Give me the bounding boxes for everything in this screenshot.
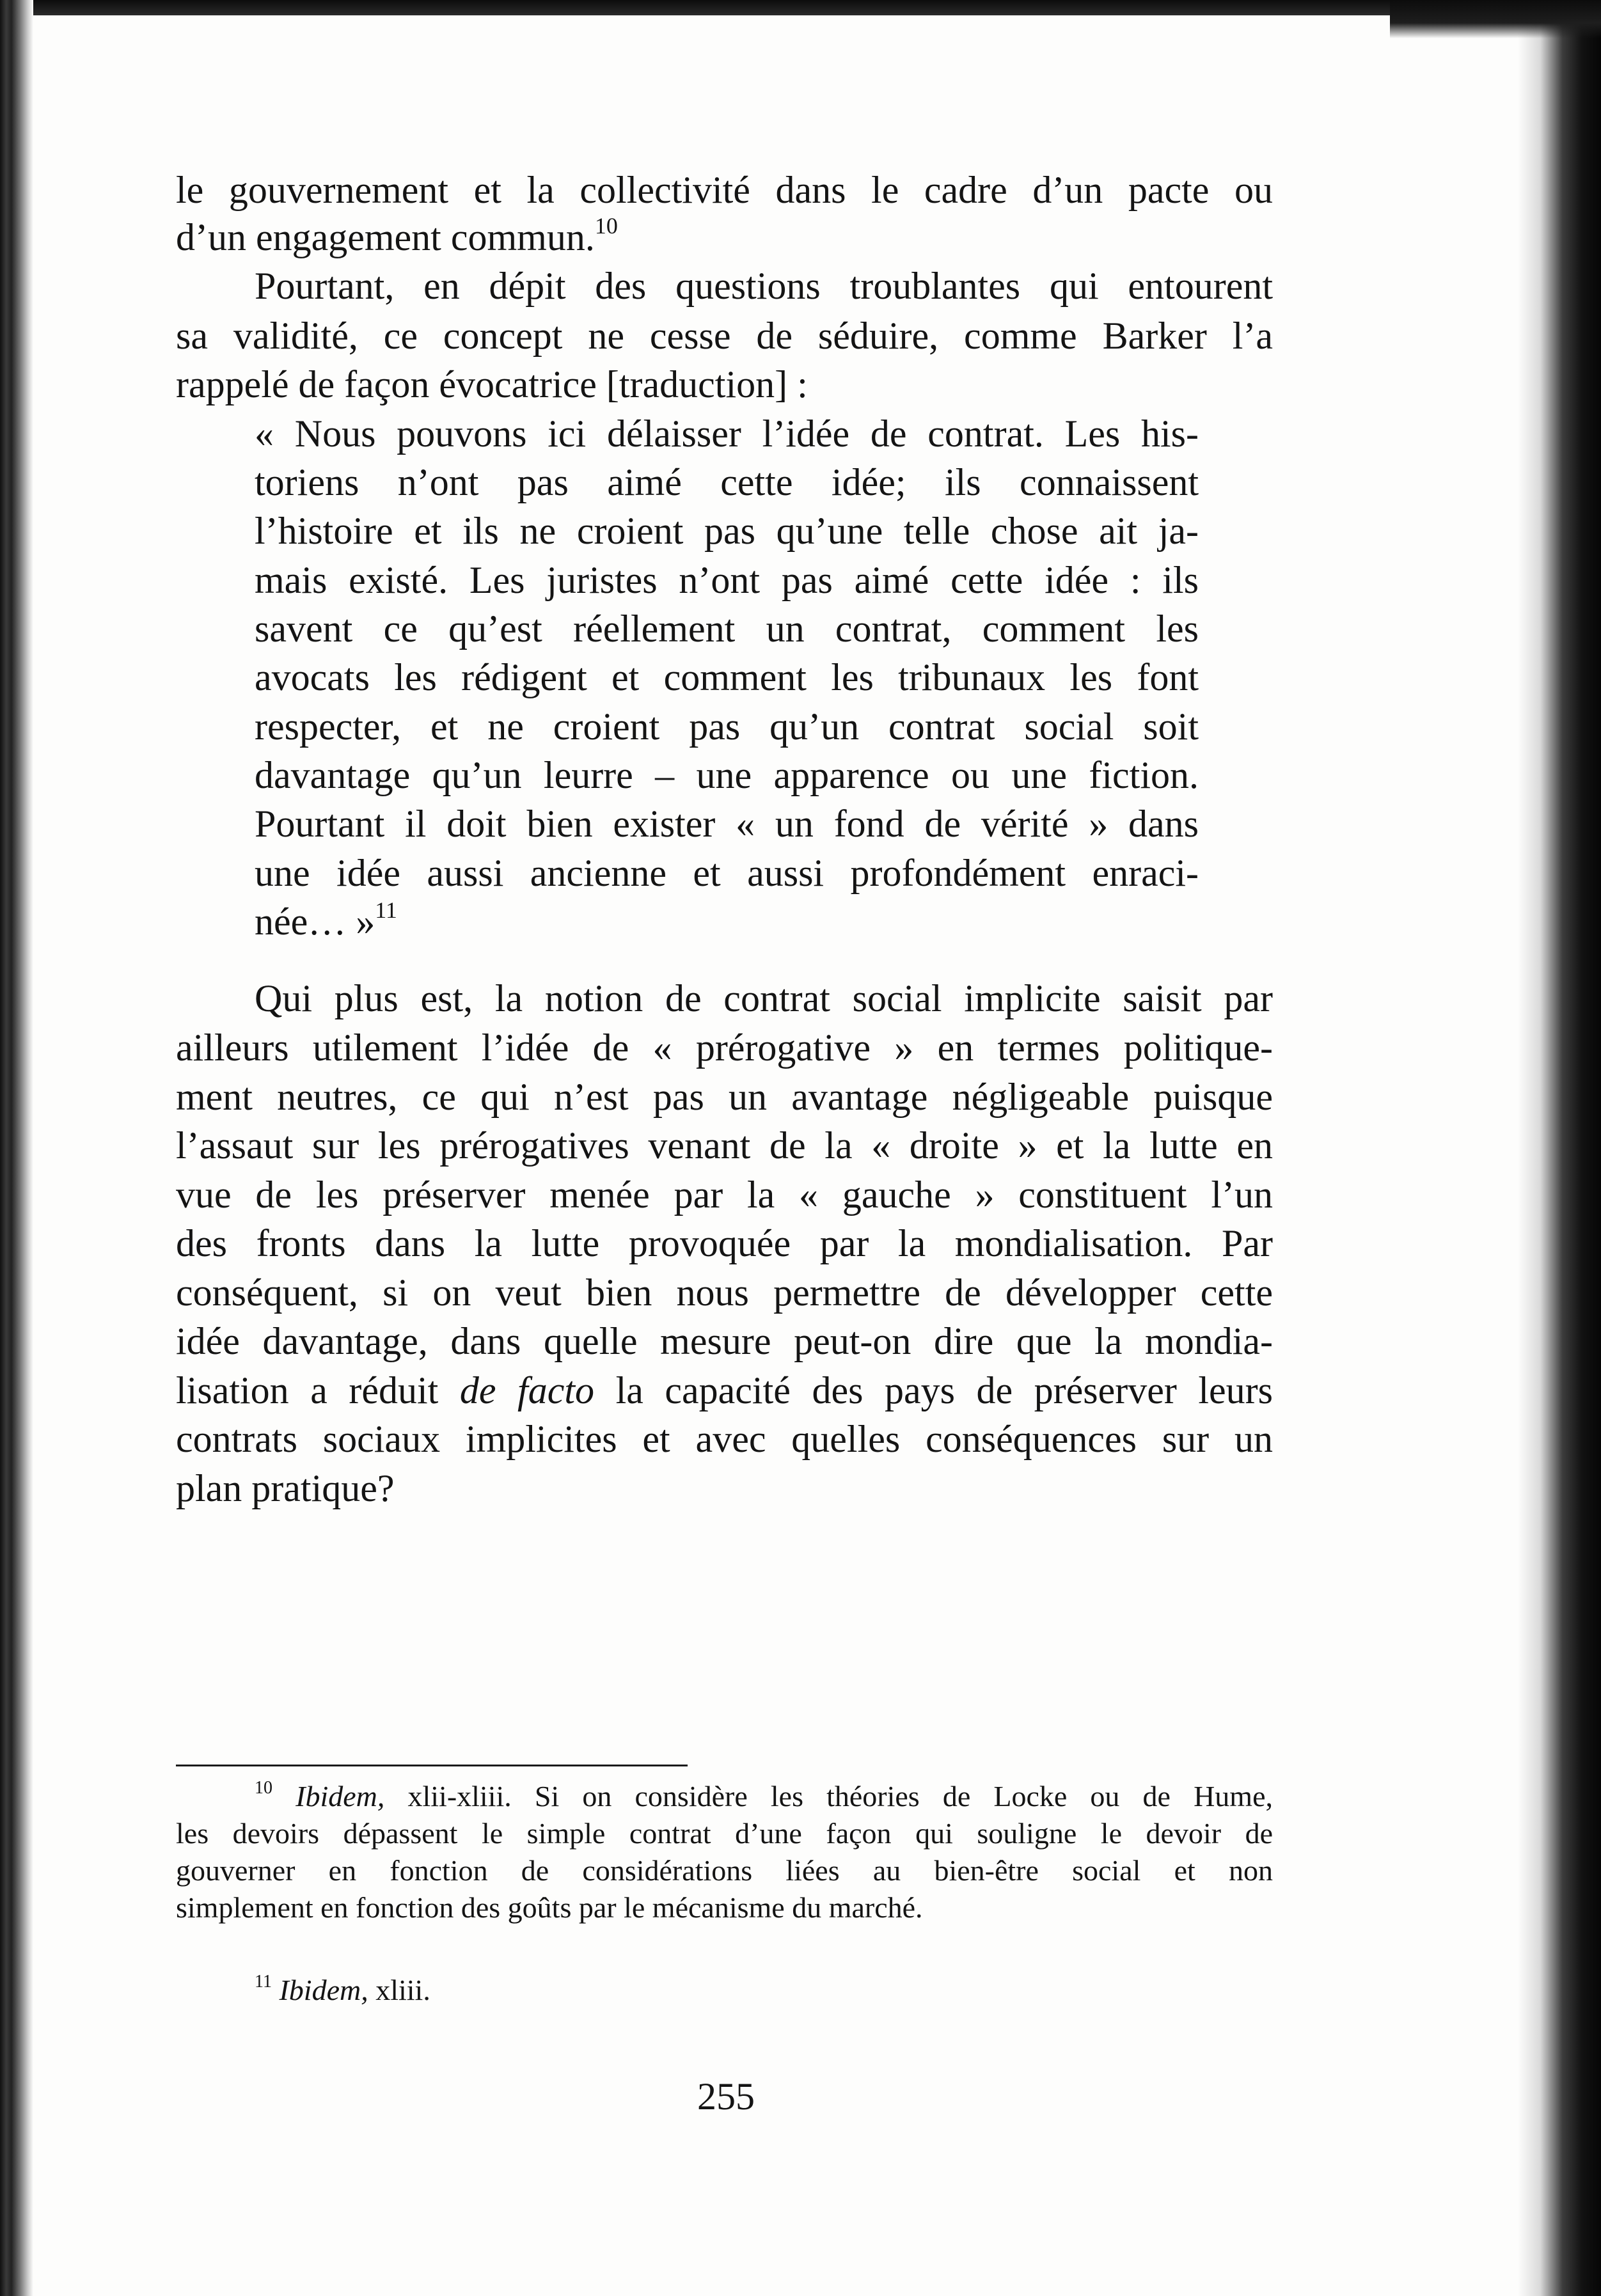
paragraph-3-line-11: plan pratique?: [176, 1467, 395, 1509]
quote-line-11-text: née… »: [255, 900, 375, 943]
quote-line-1: « Nous pouvons ici délaisser l’idée de contrat. Les his-: [255, 413, 1199, 455]
paragraph-2-line-2: sa validité, ce concept ne cesse de séduire, comme Barker l’a: [176, 315, 1273, 357]
footnote-10-first-rest: xlii-xliii. Si on considère les théories de Locke ou de Hume,: [384, 1780, 1273, 1812]
footnote-11-ibidem: Ibidem,: [279, 1974, 368, 2006]
quote-line-6: avocats les rédigent et comment les tribunaux les font: [255, 656, 1199, 698]
scan-binding-left: [0, 0, 33, 2296]
footnote-separator: [176, 1765, 688, 1766]
paragraph-1-line-2: [176, 213, 1273, 262]
quote-line-3: l’histoire et ils ne croient pas qu’une telle chose ait ja-: [255, 510, 1199, 552]
scan-corner-right: [1390, 0, 1601, 38]
quote-line-7: respecter, et ne croient pas qu’un contrat social soit: [255, 705, 1199, 748]
footnote-10-line-1: [255, 1778, 1273, 1815]
footnote-11-number: 11: [255, 1972, 272, 1992]
paragraph-3-line-9-b: la capacité des pays de préserver leurs: [594, 1369, 1274, 1411]
quote-line-9: Pourtant il doit bien exister « un fond de vérité » dans: [255, 803, 1199, 845]
footnote-10-line-3: gouverner en fonction de considérations liées au bien-être social et non: [176, 1854, 1273, 1887]
paragraph-3-line-2: ailleurs utilement l’idée de « prérogative » en termes politique-: [176, 1026, 1273, 1069]
paragraph-3-line-9-italic: de facto: [459, 1369, 595, 1411]
footnote-ref-11[interactable]: 11: [375, 897, 397, 923]
quote-line-11: [255, 897, 1199, 946]
paragraph-3-line-9: [176, 1366, 1273, 1415]
scan-edge-right: [1518, 0, 1601, 2296]
footnote-ref-10[interactable]: 10: [594, 213, 618, 239]
paragraph-3-line-6: des fronts dans la lutte provoquée par la mondialisation. Par: [176, 1222, 1273, 1264]
footnote-10-line-2: les devoirs dépassent le simple contrat d’une façon qui souligne le devoir de: [176, 1817, 1273, 1850]
paragraph-2-line-1: Pourtant, en dépit des questions troublantes qui entourent: [255, 265, 1273, 307]
footnote-11-line-1: [255, 1972, 1273, 2009]
footnote-10-ibidem: Ibidem,: [296, 1780, 385, 1812]
quote-line-10: une idée aussi ancienne et aussi profondément enraci-: [255, 852, 1199, 894]
paragraph-3-line-7: conséquent, si on veut bien nous permettre de développer cette: [176, 1271, 1273, 1314]
paragraph-2-line-3: rappelé de façon évocatrice [traduction] :: [176, 363, 808, 405]
quote-line-4: mais existé. Les juristes n’ont pas aimé cette idée : ils: [255, 559, 1199, 601]
quote-line-5: savent ce qu’est réellement un contrat, comment les: [255, 608, 1199, 650]
paragraph-3-line-3: ment neutres, ce qui n’est pas un avantage négligeable puisque: [176, 1076, 1273, 1118]
page-number: 255: [697, 2075, 755, 2118]
scan-border-top: [0, 0, 1601, 15]
paragraph-3-line-8: idée davantage, dans quelle mesure peut-on dire que la mondia-: [176, 1320, 1273, 1362]
quote-line-2: toriens n’ont pas aimé cette idée; ils connaissent: [255, 461, 1199, 503]
footnote-10-number: 10: [255, 1778, 272, 1798]
paragraph-3-line-9-a: lisation a réduit: [176, 1369, 460, 1411]
paragraph-3-line-5: vue de les préserver menée par la « gauche » constituent l’un: [176, 1174, 1273, 1216]
quote-line-8: davantage qu’un leurre – une apparence ou une fiction.: [255, 754, 1199, 796]
paragraph-3-line-10: contrats sociaux implicites et avec quelles conséquences sur un: [176, 1418, 1273, 1460]
footnote-10-line-4: simplement en fonction des goûts par le mécanisme du marché.: [176, 1891, 923, 1924]
paragraph-3-line-4: l’assaut sur les prérogatives venant de la « droite » et la lutte en: [176, 1124, 1273, 1167]
paragraph-3-line-1: Qui plus est, la notion de contrat social implicite saisit par: [255, 977, 1273, 1019]
paragraph-1-line-2-text: d’un engagement commun.: [176, 216, 595, 258]
footnote-11-first-rest: xliii.: [368, 1974, 430, 2006]
paragraph-1-line-1: le gouvernement et la collectivité dans le cadre d’un pacte ou: [176, 169, 1273, 211]
